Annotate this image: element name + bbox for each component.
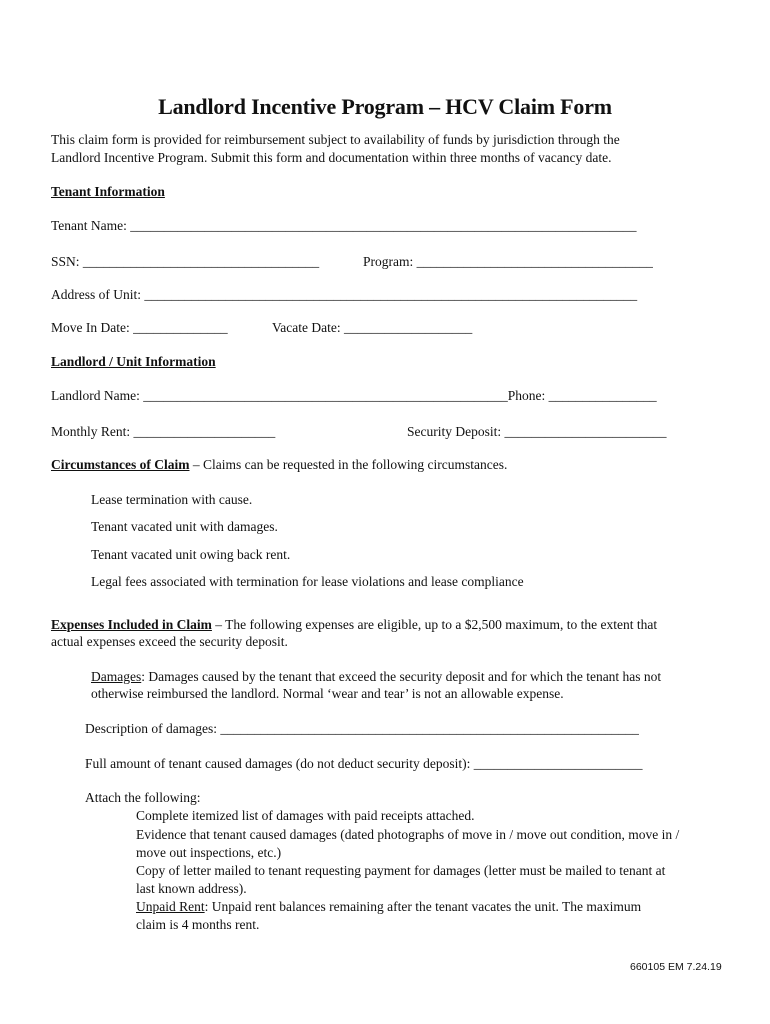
move-in-date-field[interactable]: Move In Date: ______________ [51, 320, 228, 335]
damages-line-2: otherwise reimbursed the landlord. Normal ‘wear and tear’ is not an allowable expense. [91, 686, 564, 701]
circumstances-intro: – Claims can be requested in the following circumstances. [189, 457, 508, 472]
full-amount-damages-field[interactable]: Full amount of tenant caused damages (do not deduct security deposit): _________________________ [85, 756, 643, 771]
attach-heading: Attach the following: [85, 790, 201, 805]
unpaid-rent-line-1 [136, 898, 641, 915]
circumstance-item: Legal fees associated with termination for lease violations and lease compliance [91, 574, 524, 589]
tenant-section-heading: Tenant Information [51, 184, 165, 199]
ssn-field[interactable]: SSN: ___________________________________ [51, 254, 320, 269]
expenses-line-1 [51, 616, 657, 633]
vacate-date-field[interactable]: Vacate Date: ___________________ [272, 320, 473, 335]
expenses-heading: Expenses Included in Claim [51, 617, 212, 632]
attach-item: Complete itemized list of damages with paid receipts attached. [136, 808, 475, 823]
landlord-section-heading: Landlord / Unit Information [51, 354, 216, 369]
footer-form-code: 660105 EM 7.24.19 [630, 961, 722, 973]
program-field[interactable]: Program: ___________________________________ [363, 254, 653, 269]
intro-line-1: This claim form is provided for reimbursement subject to availability of funds by jurisdiction through the [51, 132, 620, 147]
attach-item: Evidence that tenant caused damages (dated photographs of move in / move out condition, move in / [136, 827, 680, 842]
unpaid-rent-label: Unpaid Rent [136, 899, 205, 914]
circumstance-item: Tenant vacated unit owing back rent. [91, 547, 291, 562]
attach-item: move out inspections, etc.) [136, 845, 282, 860]
damages-text: : Damages caused by the tenant that exceed the security deposit and for which the tenant has not [141, 669, 662, 684]
circumstances-heading: Circumstances of Claim [51, 457, 190, 472]
security-deposit-field[interactable]: Security Deposit: ________________________ [407, 424, 667, 439]
attach-item: last known address). [136, 881, 247, 896]
landlord-name-phone-field[interactable]: Landlord Name: ______________________________________________________Phone: ________________ [51, 388, 657, 403]
expenses-intro: – The following expenses are eligible, up to a $2,500 maximum, to the extent that [211, 617, 658, 632]
monthly-rent-field[interactable]: Monthly Rent: _____________________ [51, 424, 276, 439]
tenant-name-field[interactable]: Tenant Name: ___________________________________________________________________________ [51, 218, 637, 233]
unpaid-rent-text: : Unpaid rent balances remaining after the tenant vacates the unit. The maximum [204, 899, 642, 914]
description-of-damages-field[interactable]: Description of damages: ______________________________________________________________ [85, 721, 639, 736]
circumstance-item: Tenant vacated unit with damages. [91, 519, 278, 534]
intro-line-2: Landlord Incentive Program. Submit this form and documentation within three months of vacancy date. [51, 150, 612, 165]
unpaid-rent-line-2: claim is 4 months rent. [136, 917, 260, 932]
circumstance-item: Lease termination with cause. [91, 492, 253, 507]
damages-label: Damages [91, 669, 142, 684]
circumstances-line [51, 456, 507, 473]
expenses-line-2: actual expenses exceed the security deposit. [51, 634, 288, 649]
attach-item: Copy of letter mailed to tenant requesting payment for damages (letter must be mailed to tenant at [136, 863, 666, 878]
unit-address-field[interactable]: Address of Unit: _________________________________________________________________________ [51, 287, 638, 302]
damages-line-1 [91, 668, 661, 685]
form-title: Landlord Incentive Program – HCV Claim Form [158, 94, 612, 119]
